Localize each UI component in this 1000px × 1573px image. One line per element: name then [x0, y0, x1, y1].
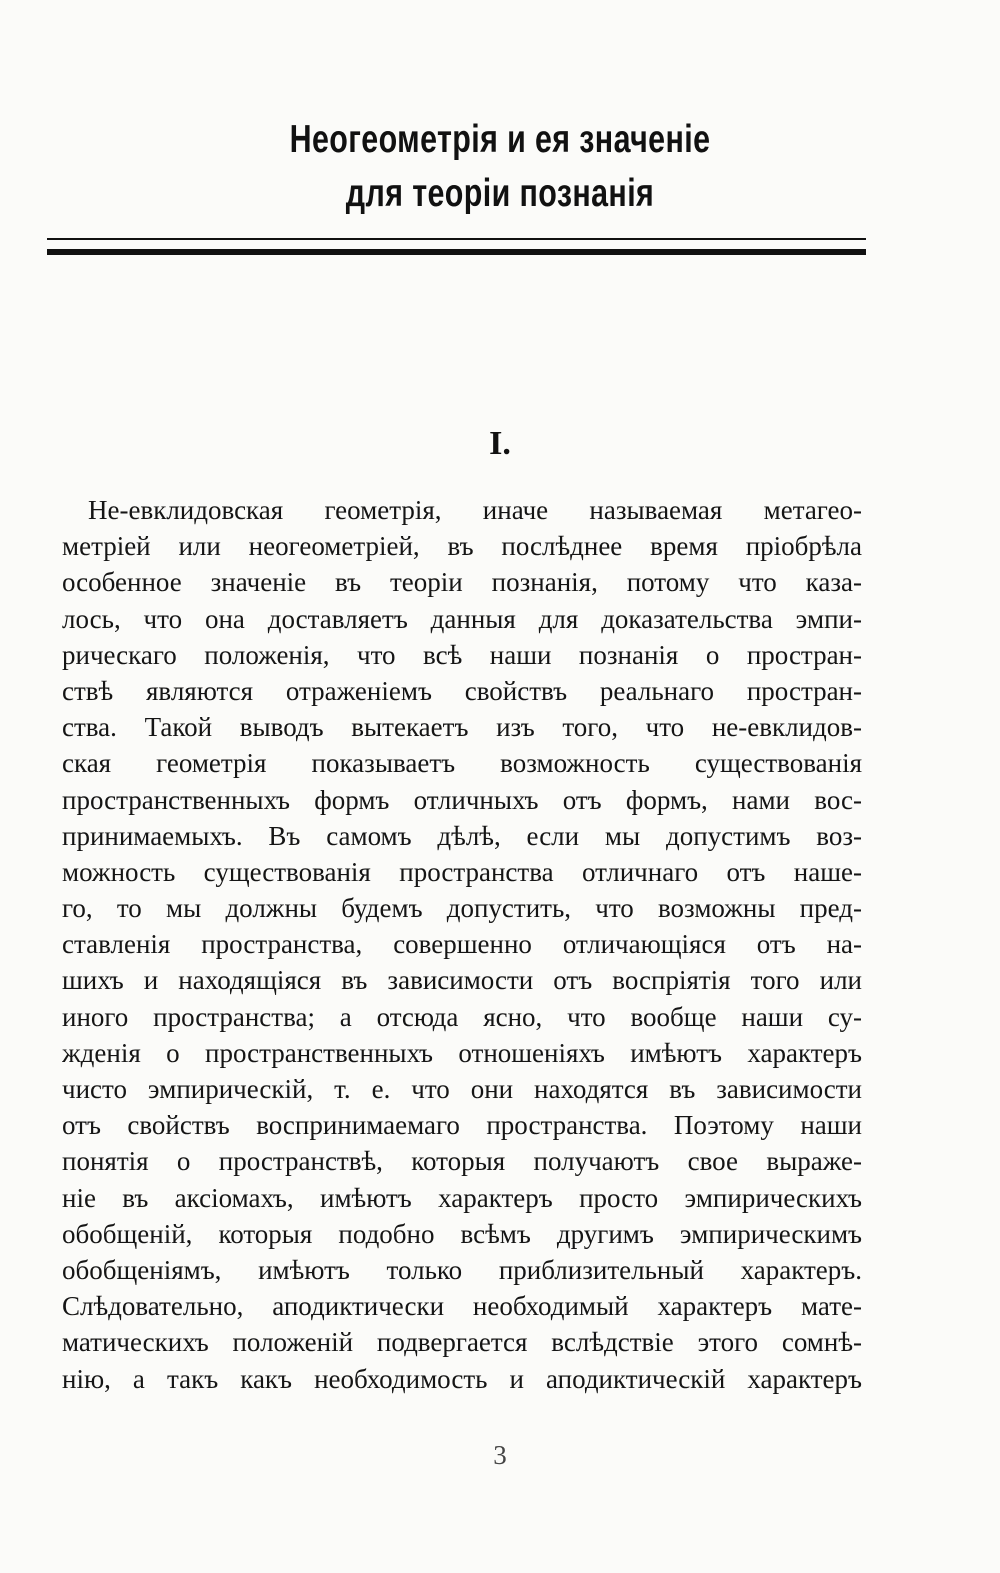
text-line: лось, что она доставляетъ данныя для доказательства эмпи-	[62, 603, 862, 634]
text-line: чисто эмпирическій, т. е. что они находятся въ зависимости	[62, 1074, 862, 1104]
text-line: иного пространства; а отсюда ясно, что вообще наши су-	[62, 1001, 862, 1032]
text-line: нію, а такъ какъ необходимость и аподиктическій характеръ	[62, 1363, 862, 1394]
text-line: особенное значеніе въ теоріи познанія, потому что каза-	[62, 567, 862, 598]
text-line: принимаемыхъ. Въ самомъ дѣлѣ, если мы допустимъ воз-	[62, 820, 862, 851]
text-line: матическихъ положеній подвергается вслѣдствіе этого сомнѣ-	[62, 1327, 862, 1358]
text-line: шихъ и находящіяся въ зависимости отъ воспріятія того или	[62, 965, 862, 996]
body-paragraph	[62, 492, 862, 1397]
text-line: Не-евклидовская геометрія, иначе называемая метагео-	[88, 495, 862, 525]
text-line: Слѣдовательно, аподиктически необходимый характеръ мате-	[62, 1291, 862, 1322]
text-line: ніе въ аксіомахъ, имѣютъ характеръ просто эмпирическихъ	[62, 1182, 862, 1213]
text-line: понятія о пространствѣ, которыя получаютъ свое выраже-	[62, 1146, 862, 1177]
text-line: ствѣ являются отраженіемъ свойствъ реальнаго простран-	[62, 675, 862, 706]
text-line: обобщеніямъ, имѣютъ только приблизительный характеръ.	[62, 1254, 862, 1285]
text-line: ставленія пространства, совершенно отличающіяся отъ на-	[62, 929, 862, 960]
text-line: метріей или неогеометріей, въ послѣднее время пріобрѣла	[62, 531, 862, 562]
text-line: пространственныхъ формъ отличныхъ отъ формъ, нами вос-	[62, 784, 862, 815]
text-line: рическаго положенія, что всѣ наши познанія о простран-	[62, 639, 862, 670]
title-divider-thick	[47, 249, 866, 255]
section-number: I.	[489, 425, 511, 462]
text-line: жденія о пространственныхъ отношеніяхъ имѣютъ характеръ	[62, 1037, 862, 1068]
chapter-title-line-2: для теоріи познанія	[345, 172, 655, 215]
text-line: можность существованія пространства отличнаго отъ наше-	[62, 856, 862, 887]
chapter-title-line-1: Неогеометрія и ея значеніе	[289, 118, 711, 161]
text-line: отъ свойствъ воспринимаемаго пространства. Поэтому наши	[62, 1110, 862, 1141]
title-divider-thin	[47, 238, 866, 240]
page-number: 3	[493, 1440, 507, 1470]
text-line: ская геометрія показываетъ возможность существованія	[62, 748, 862, 779]
text-line: ства. Такой выводъ вытекаетъ изъ того, что не-евклидов-	[62, 712, 862, 743]
text-line: го, то мы должны будемъ допустить, что возможны пред-	[62, 893, 862, 924]
text-line: обобщеній, которыя подобно всѣмъ другимъ эмпирическимъ	[62, 1218, 862, 1249]
